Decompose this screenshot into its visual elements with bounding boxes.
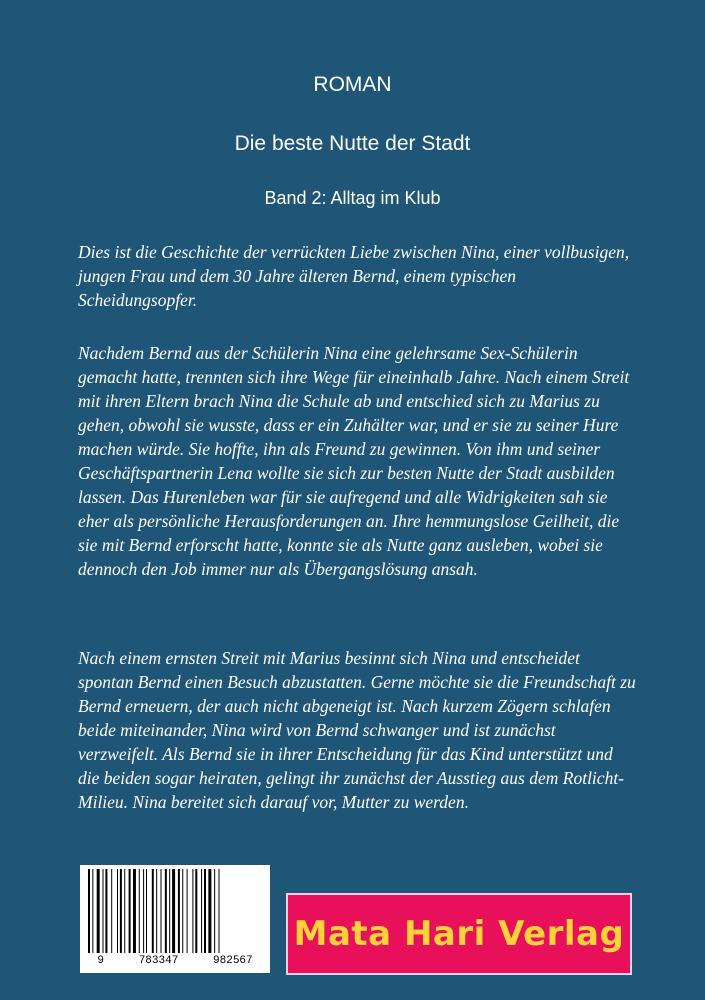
barcode-bar <box>111 869 112 953</box>
barcode-bar <box>214 869 215 953</box>
barcode-bar <box>195 869 197 953</box>
blurb-paragraph-3: Nach einem ernsten Streit mit Marius besinnt sich Nina und entscheidet spontan Bernd einen Besuch abzustatten. Gerne möchte sie die Freundschaft zu Bernd erneuern, der auch nicht abgeneigt ist. Nach kurzem Zögern schlafen beide miteinander, Nina wird von Bernd schwanger und ist zunächst verzweifelt. Als Bernd sie in ihrer Entscheidung für das Kind unterstützt und die beiden sogar heiraten, gelingt ihr zunächst der Ausstieg aus dem Rotlicht-Milieu. Nina bereitet sich darauf vor, Mutter zu werden. <box>78 648 636 812</box>
barcode-bar <box>161 869 162 953</box>
barcode-bar <box>208 869 211 953</box>
barcode-bar <box>143 869 144 953</box>
barcode-bar <box>204 869 206 953</box>
blurb-paragraph-2: Nachdem Bernd aus der Schülerin Nina eine gelehrsame Sex-Schülerin gemacht hatte, trennten sich ihre Wege für eineinhalb Jahre. Nach einem Streit mit ihren Eltern brach Nina die Schule ab und entschied sich zu Marius zu gehen, obwohl sie wusste, dass er ein Zuhälter war, und er sie zu seiner Hure machen würde. Sie hoffte, ihn als Freund zu gewinnen. Von ihm und seiner Geschäftspartnerin Lena wollte sie sich zur besten Nutte der Stadt ausbilden lassen. Das Hurenleben war für sie aufregend und alle Widrigkeiten sah sie eher als persönliche Herausforderungen an. Ihre hemmungslose Geilheit, die sie mit Bernd erforscht hatte, konnte sie als Nutte ganz ausleben, wobei sie dennoch den Job immer nur als Übergangslösung ansah. <box>78 343 630 579</box>
publisher-logo <box>286 893 632 975</box>
barcode-digit-group: 982567 <box>213 955 253 967</box>
blurb-paragraph-1: Dies ist die Geschichte der verrückten Liebe zwischen Nina, einer vollbusigen, jungen Frau und dem 30 Jahre älteren Bernd, einem typischen Scheidungsopfer. <box>78 242 630 310</box>
book-subtitle: Band 2: Alltag im Klub <box>264 188 441 208</box>
barcode-bar <box>88 869 90 953</box>
barcode-bar <box>129 869 131 953</box>
book-title: Die beste Nutte der Stadt <box>234 132 471 155</box>
barcode-bar <box>201 869 202 953</box>
barcode-bar <box>182 869 183 953</box>
barcode-digits <box>80 955 270 967</box>
isbn-barcode <box>80 865 270 973</box>
barcode-bars <box>86 869 264 955</box>
barcode-bar <box>178 869 180 953</box>
barcode-bar <box>187 869 188 953</box>
barcode-bar <box>139 869 140 953</box>
barcode-bar <box>124 869 125 953</box>
genre-label: ROMAN <box>313 73 392 96</box>
barcode-bar <box>172 869 175 953</box>
barcode-bar <box>156 869 157 953</box>
barcode-bar <box>117 869 118 953</box>
barcode-bar <box>165 869 167 953</box>
barcode-bar <box>97 869 100 953</box>
barcode-bar <box>120 869 122 953</box>
barcode-bar <box>146 869 147 953</box>
barcode-bar <box>103 869 104 953</box>
barcode-bar <box>192 869 193 953</box>
barcode-bar <box>219 869 220 953</box>
publisher-name: Mata Hari Verlag <box>293 914 625 954</box>
barcode-bar <box>169 869 170 953</box>
barcode-bar <box>105 869 107 953</box>
barcode-bar <box>133 869 136 953</box>
barcode-digit-group: 783347 <box>138 955 179 967</box>
barcode-digit-group: 9 <box>97 955 104 967</box>
barcode-bar <box>152 869 154 953</box>
barcode-bar <box>92 869 93 953</box>
